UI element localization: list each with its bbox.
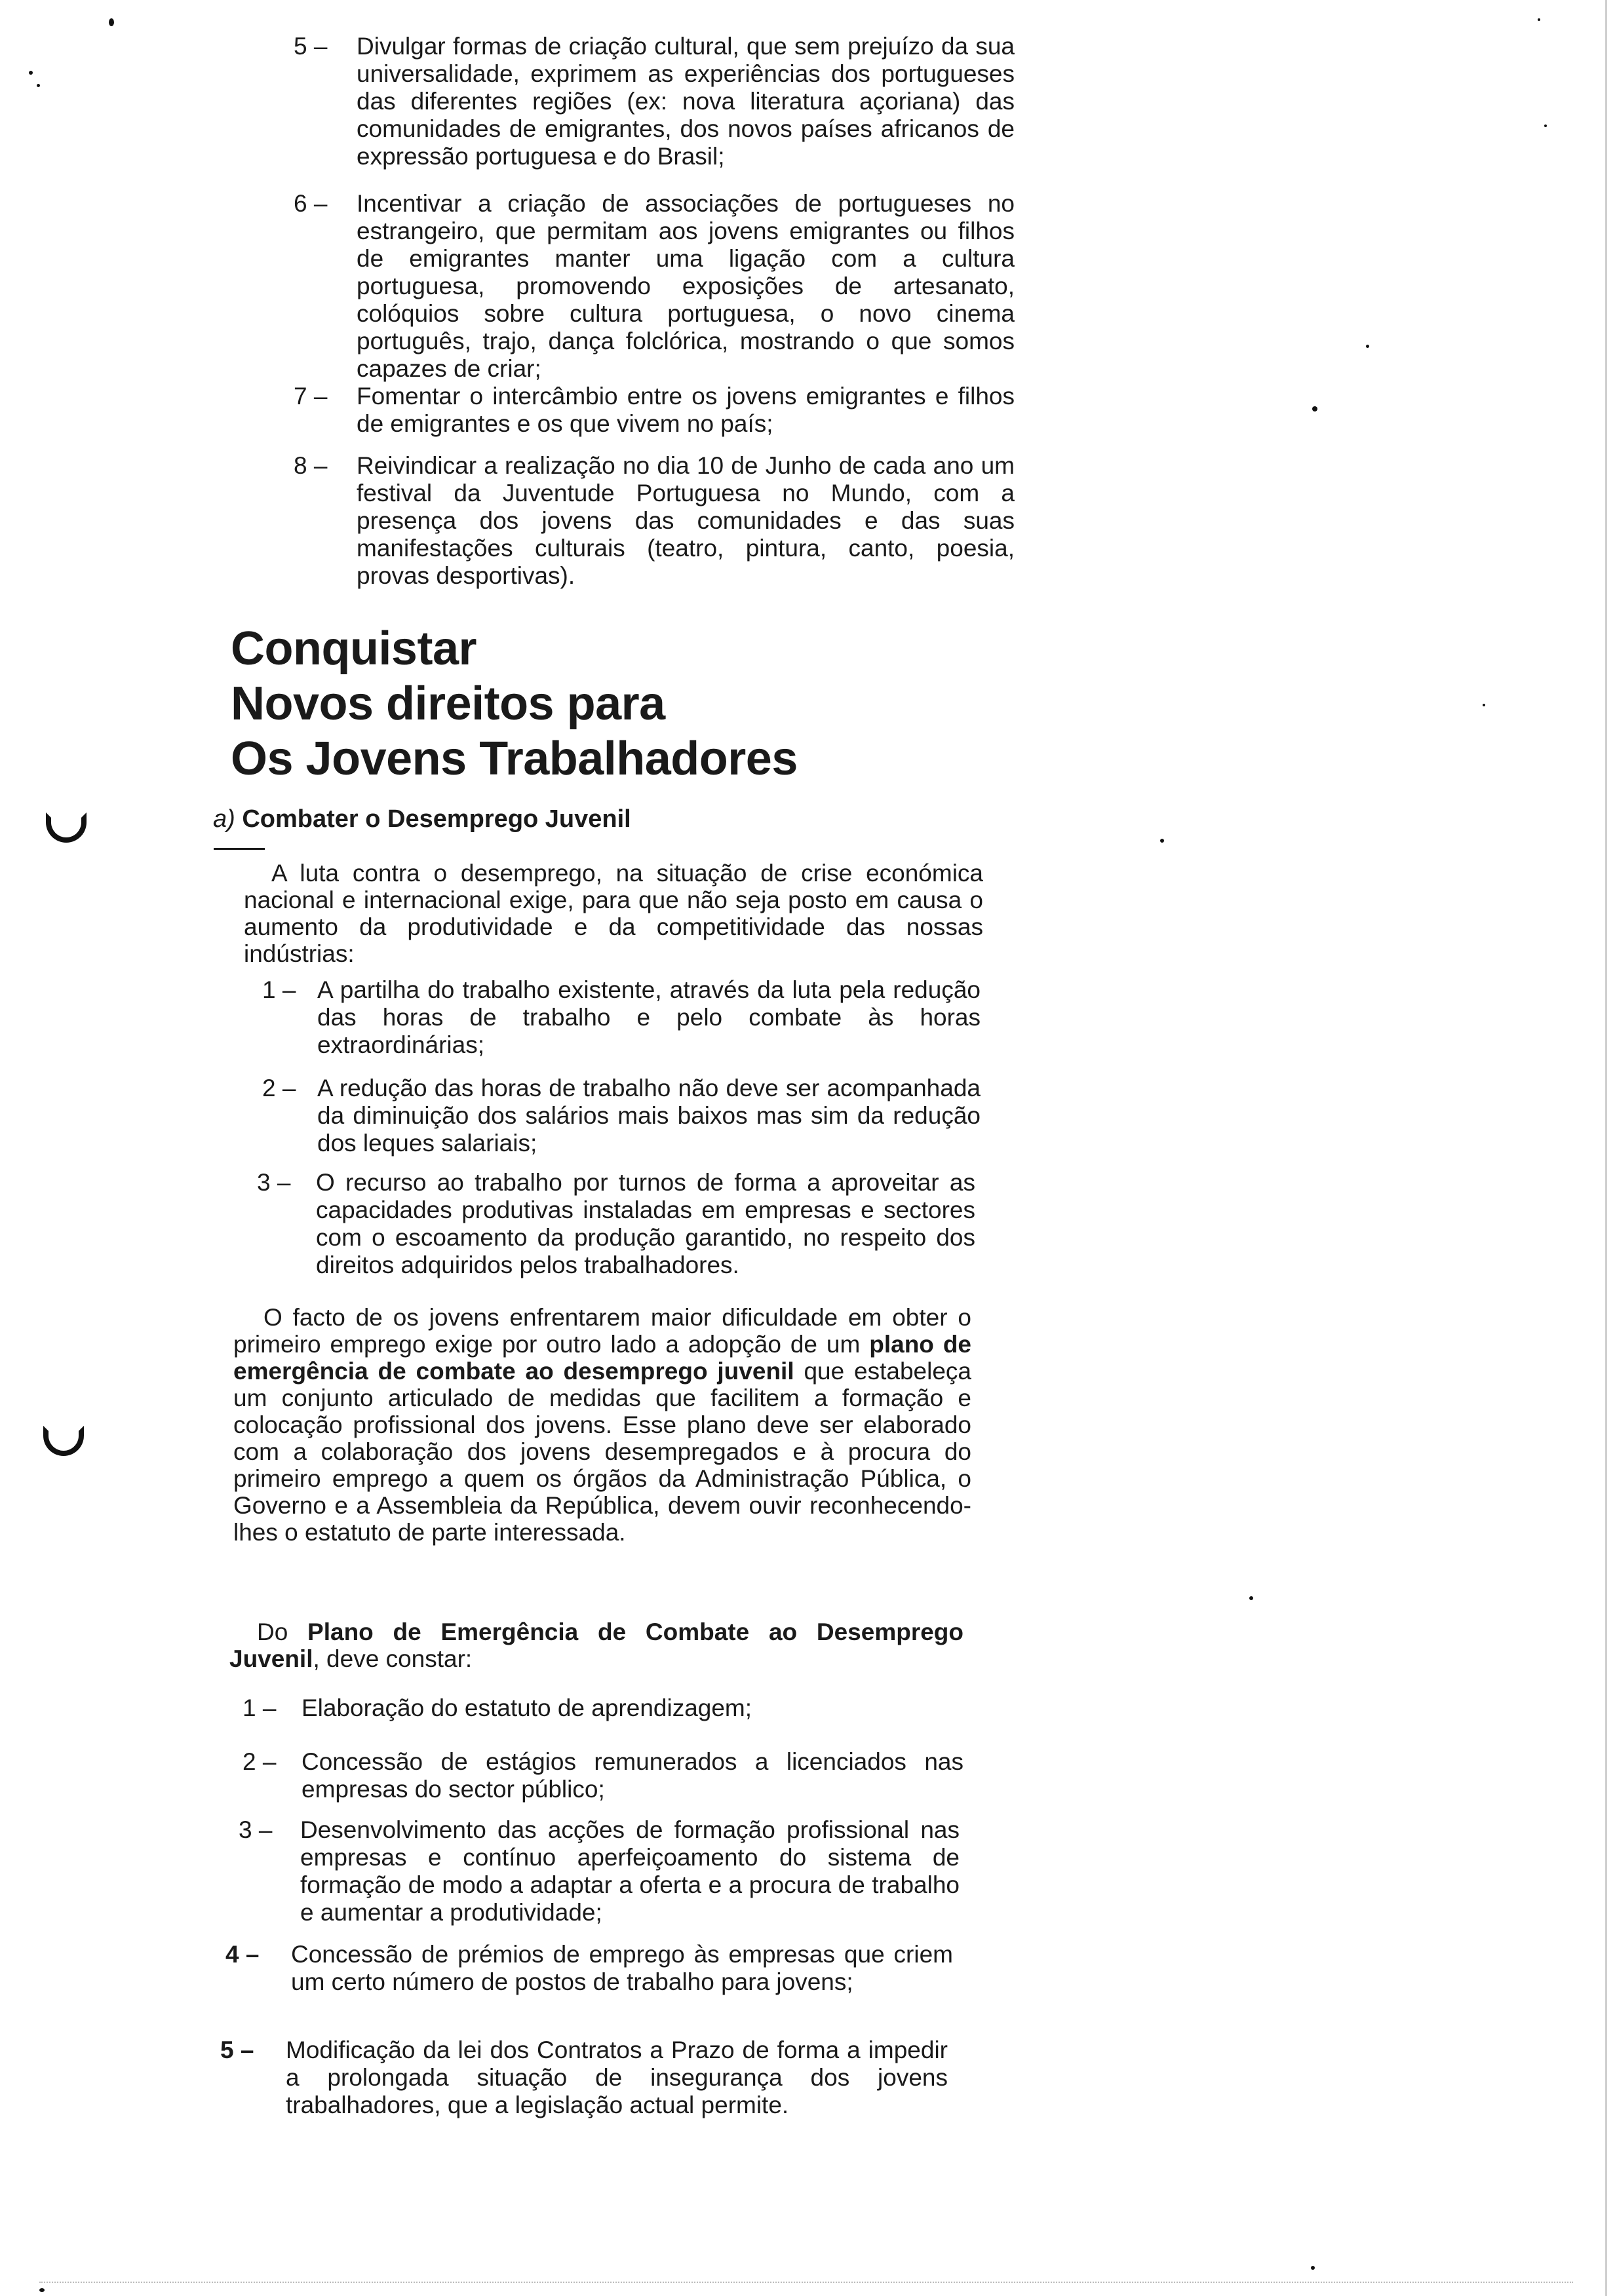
list-item-number: 5 – xyxy=(294,33,328,60)
page-edge-shadow xyxy=(1605,0,1607,2296)
scan-speck xyxy=(39,2288,45,2292)
list-item-text: A partilha do trabalho existente, através da luta pela redução das horas de trabalho e pelo combate às horas extraordinárias; xyxy=(317,976,981,1058)
scan-speck xyxy=(1312,406,1317,411)
list-item-number: 2 – xyxy=(262,1075,296,1101)
list-item-number: 1 – xyxy=(243,1694,277,1721)
scan-speck xyxy=(1160,839,1164,843)
subheading xyxy=(213,805,631,833)
list-item xyxy=(239,1816,960,1926)
list-item-text: O recurso ao trabalho por turnos de forma a aproveitar as capacidades produtivas instaladas em empresas e sectores com o escoamento da produção garantido, no respeito dos direitos adquiridos pelos trabalhadores. xyxy=(316,1169,975,1278)
list-item-number: 7 – xyxy=(294,383,328,410)
list-item xyxy=(225,1941,953,1996)
subheading-text: Combater o Desemprego Juvenil xyxy=(242,805,631,833)
plan-intro-paragraph xyxy=(229,1618,963,1672)
scan-speck xyxy=(1483,704,1485,706)
scan-speck xyxy=(1366,345,1369,348)
list-item-text: A redução das horas de trabalho não deve ser acompanhada da diminuição dos salários mais baixos mas sim da redução dos leques salariais; xyxy=(317,1075,981,1157)
list-item xyxy=(243,1748,963,1803)
emergency-plan-name: plano de emergência de combate ao desemprego juvenil xyxy=(233,1331,971,1385)
scan-speck xyxy=(1249,1596,1253,1600)
list-item xyxy=(220,2037,948,2119)
list-item-text: Concessão de prémios de emprego às empresas que criem um certo número de postos de trabalho para jovens; xyxy=(291,1941,953,1995)
intro-paragraph-text: A luta contra o desemprego, na situação de crise económica nacional e internacional exige, para que não seja posto em causa o aumento da produtividade e da competitividade das nossas indústrias: xyxy=(244,860,983,967)
list-item-text: Modificação da lei dos Contratos a Prazo de forma a impedir a prolongada situação de insegurança dos jovens trabalhadores, que a legislação actual permite. xyxy=(286,2037,948,2118)
section-title-line: Novos direitos para xyxy=(231,678,665,730)
list-item xyxy=(243,1694,963,1722)
section-title xyxy=(231,621,886,786)
list-item xyxy=(294,452,1015,590)
list-item-number: 3 – xyxy=(239,1816,273,1843)
emergency-plan-paragraph xyxy=(233,1304,971,1546)
list-item-number: 2 – xyxy=(243,1748,277,1775)
list-item xyxy=(294,190,1015,383)
list-item-text: Fomentar o intercâmbio entre os jovens emigrantes e filhos de emigrantes e os que vivem no país; xyxy=(357,383,1015,437)
list-item xyxy=(294,383,1015,438)
list-item xyxy=(262,976,981,1059)
list-item-text: Elaboração do estatuto de aprendizagem; xyxy=(302,1694,752,1721)
section-title-line: Os Jovens Trabalhadores xyxy=(231,733,798,785)
intro-paragraph xyxy=(244,860,983,967)
scan-speck xyxy=(37,84,40,87)
list-item-number: 5 – xyxy=(220,2037,254,2063)
list-item-number: 1 – xyxy=(262,976,296,1003)
scan-speck xyxy=(29,71,33,75)
scan-speck xyxy=(1538,18,1540,21)
plan-intro-name: Plano de Emergência de Combate ao Desemprego Juvenil xyxy=(229,1618,963,1672)
list-item-number: 6 – xyxy=(294,190,328,217)
subheading-letter: a) xyxy=(213,805,235,833)
divider xyxy=(214,848,265,850)
list-item-text: Divulgar formas de criação cultural, que sem prejuízo da sua universalidade, exprimem as experiências dos portugueses das diferentes regiões (ex: nova literatura açoriana) das comunidades de emigrantes, dos novos países africanos de expressão portuguesa e do Brasil; xyxy=(357,33,1015,170)
list-item-number: 3 – xyxy=(257,1169,291,1196)
list-item-number: 4 – xyxy=(225,1941,260,1968)
list-item-text: Desenvolvimento das acções de formação profissional nas empresas e contínuo aperfeiçoamento do sistema de formação de modo a adaptar a oferta e a procura de trabalho e aumentar a produtividade; xyxy=(300,1816,960,1926)
list-item-text: Incentivar a criação de associações de portugueses no estrangeiro, que permitam aos jovens emigrantes ou filhos de emigrantes manter uma ligação com a cultura portuguesa, promovendo exposições de artesanato, colóquios sobre cultura portuguesa, o novo cinema português, trajo, dança folclórica, mostrando o que somos capazes de criar; xyxy=(357,190,1015,382)
list-item-text: Concessão de estágios remunerados a licenciados nas empresas do sector público; xyxy=(302,1748,963,1803)
list-item-number: 8 – xyxy=(294,452,328,479)
list-item xyxy=(294,33,1015,170)
plan-intro-before: Do xyxy=(257,1618,308,1645)
list-item xyxy=(262,1075,981,1157)
scan-speck xyxy=(1544,124,1547,127)
list-item xyxy=(257,1169,975,1279)
list-item-text: Reivindicar a realização no dia 10 de Junho de cada ano um festival da Juventude Portuguesa no Mundo, com a presença dos jovens das comunidades e das suas manifestações culturais (teatro, pintura, canto, poesia, provas desportivas). xyxy=(357,452,1015,589)
scan-speck xyxy=(1311,2266,1315,2270)
plan-intro-after: , deve constar: xyxy=(313,1645,473,1672)
emergency-paragraph-after: que estabeleça um conjunto articulado de medidas que facilitem a formação e colocação profissional dos jovens. Esse plano deve ser elaborado com a colaboração dos jovens desempregados e à procura do primeiro emprego a quem os órgãos da Administração Pública, o Governo e a Assembleia da República, devem ouvir reconhecendo-lhes o estatuto de parte interessada. xyxy=(233,1358,971,1546)
section-title-line: Conquistar xyxy=(231,622,477,675)
punch-hole-mark xyxy=(43,1426,84,1456)
emergency-paragraph-before: O facto de os jovens enfrentarem maior dificuldade em obter o primeiro emprego exige por outro lado a adopção de um xyxy=(233,1304,971,1358)
bottom-scan-noise xyxy=(39,2282,1573,2284)
punch-hole-mark xyxy=(46,813,87,843)
scan-speck xyxy=(109,18,114,26)
